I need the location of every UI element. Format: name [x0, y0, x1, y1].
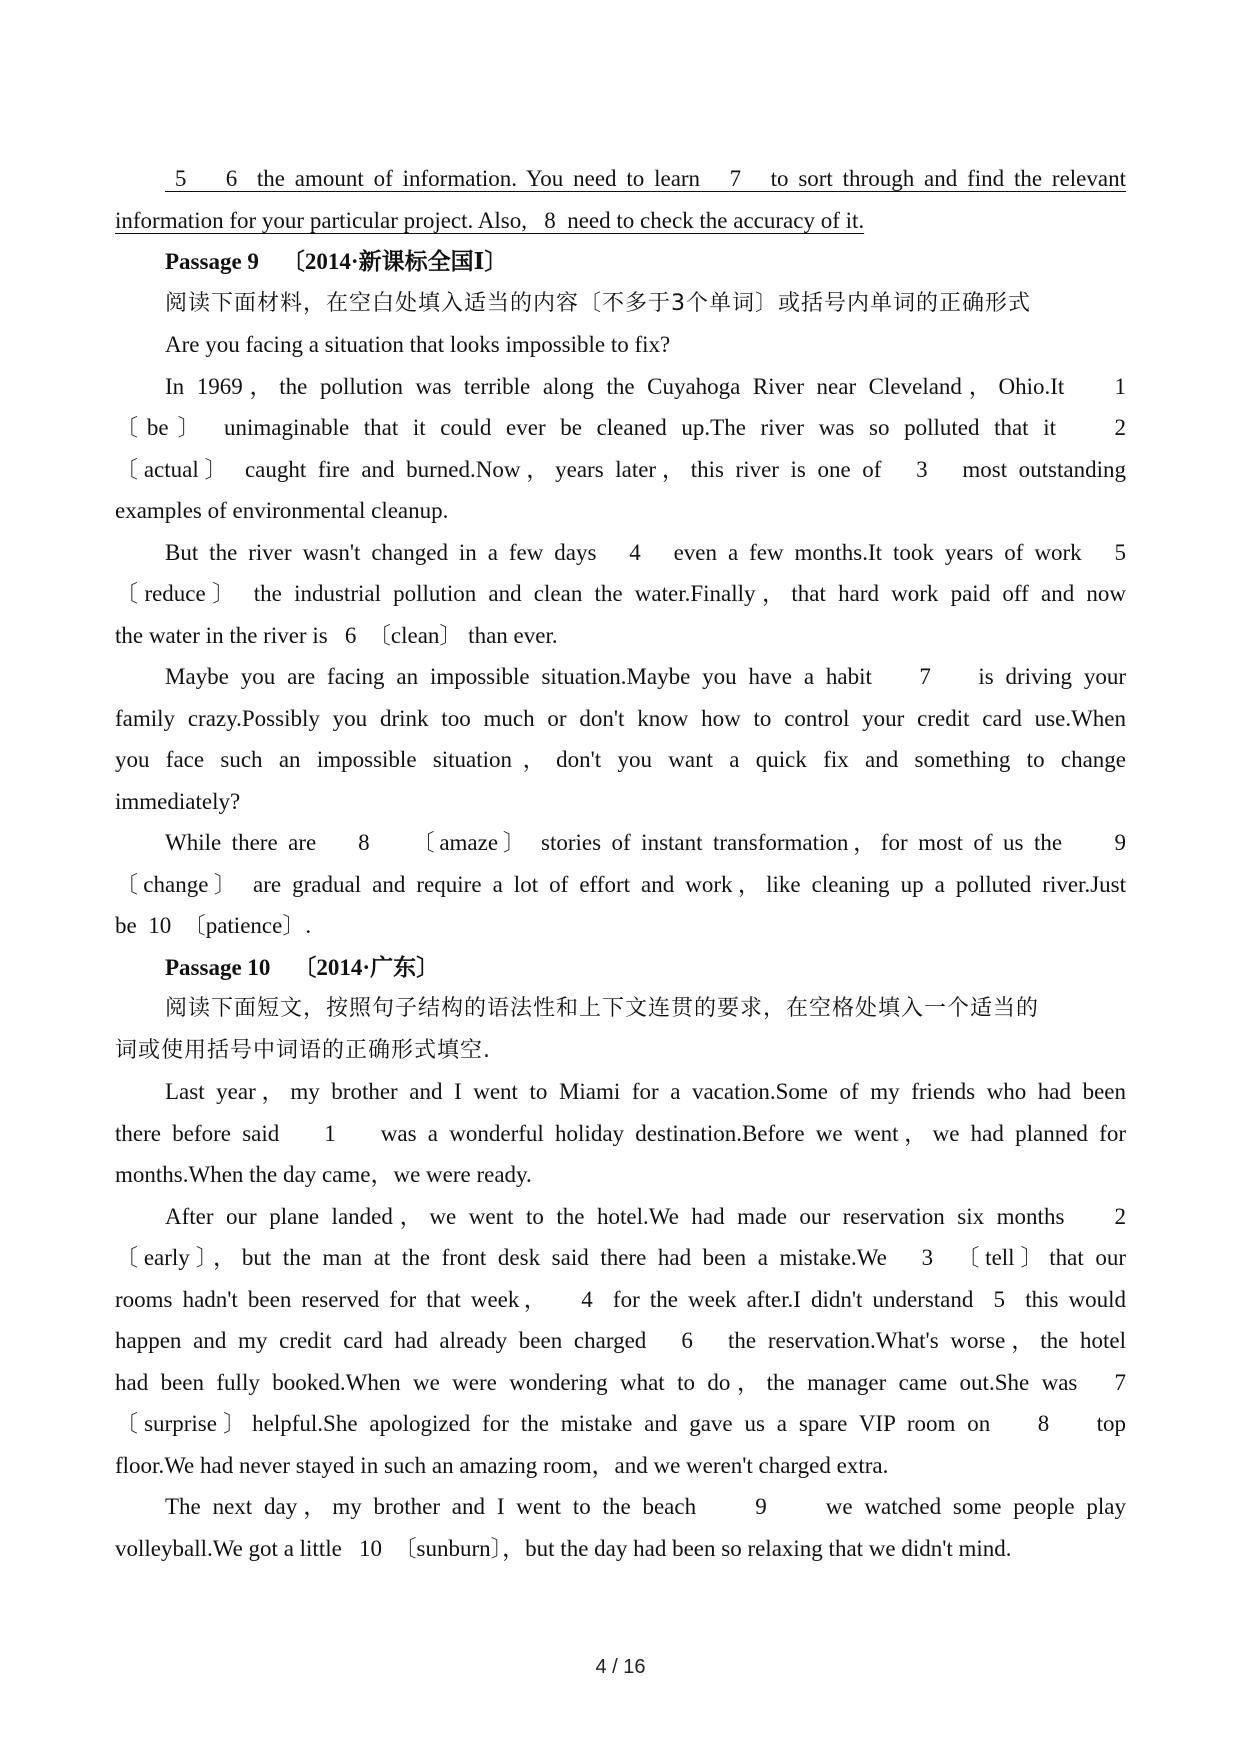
text-line: be 10 〔patience〕.: [115, 913, 312, 938]
text-line: floor.We had never stayed in such an amazing room，and we weren't charged extra.: [115, 1452, 889, 1478]
text-line: examples of environmental cleanup.: [115, 498, 449, 523]
instruction-line: 词或使用括号中词语的正确形式填空.: [115, 1037, 491, 1063]
text-line: In 1969，the pollution was terrible along the Cuyahoga River near Cleveland，Ohio.It 1: [165, 373, 1126, 399]
text-line: 〔surprise〕helpful.She apologized for the mistake and gave us a spare VIP room on 8 top: [115, 1411, 1126, 1436]
text-line: information for your particular project. Also, 8 need to check the accuracy of it.: [115, 207, 865, 233]
text-line: 〔change〕 are gradual and require a lot of effort and work，like cleaning up a polluted river.Just: [115, 871, 1126, 897]
text-line: months.When the day came，we were ready.: [115, 1162, 532, 1187]
text-line: Last year，my brother and I went to Miami for a vacation.Some of my friends who had been: [165, 1079, 1126, 1104]
text-line: immediately?: [115, 788, 241, 814]
text-line: 〔early〕，but the man at the front desk said there had been a mistake.We 3 〔tell〕that our: [115, 1245, 1126, 1270]
text-line: 〔be〕 unimaginable that it could ever be cleaned up.The river was so polluted that it 2: [115, 415, 1126, 440]
text-line: happen and my credit card had already been charged 6 the reservation.What's worse，the hotel: [115, 1328, 1126, 1353]
text-line: you face such an impossible situation，don't you want a quick fix and something to change: [115, 747, 1126, 772]
text-line: had been fully booked.When we were wondering what to do，the manager came out.She was 7: [115, 1369, 1126, 1395]
text-line: family crazy.Possibly you drink too much or don't know how to control your credit card use.When: [115, 705, 1126, 731]
text-line: While there are 8 〔amaze〕 stories of instant transformation，for most of us the 9: [165, 830, 1126, 855]
page-number: 4 / 16: [595, 1656, 646, 1678]
text-line: 〔actual〕 caught fire and burned.Now，years later，this river is one of 3 most outstanding: [115, 456, 1126, 482]
document-body: [115, 158, 1126, 1569]
passage-heading: Passage 10 〔2014·广东〕: [165, 954, 440, 980]
text-line: Maybe you are facing an impossible situation.Maybe you have a habit 7 is driving your: [165, 664, 1126, 689]
text-line: But the river wasn't changed in a few days 4 even a few months.It took years of work 5: [165, 539, 1126, 565]
text-line: After our plane landed，we went to the hotel.We had made our reservation six months 2: [165, 1203, 1126, 1229]
text-line: the water in the river is 6 〔clean〕 than ever.: [115, 622, 558, 648]
text-line: The next day，my brother and I went to the beach 9 we watched some people play: [165, 1494, 1126, 1519]
text-line: volleyball.We got a little 10 〔sunburn〕，but the day had been so relaxing that we didn't mind.: [115, 1535, 1012, 1561]
passage-heading: Passage 9 〔2014·新课标全国Ⅰ〕: [165, 249, 508, 274]
text-line: rooms hadn't been reserved for that week， 4 for the week after.I didn't understand 5 this would: [115, 1286, 1126, 1312]
instruction-line: 阅读下面材料，在空白处填入适当的内容〔不多于3个单词〕或括号内单词的正确形式: [165, 290, 1031, 316]
text-line: Are you facing a situation that looks impossible to fix?: [165, 332, 671, 357]
text-line: 5 6 the amount of information. You need to learn 7 to sort through and find the relevant: [165, 166, 1126, 191]
instruction-line: 阅读下面短文，按照句子结构的语法性和上下文连贯的要求，在空格处填入一个适当的: [165, 996, 1040, 1021]
text-line: 〔reduce〕 the industrial pollution and clean the water.Finally，that hard work paid off and now: [115, 581, 1126, 606]
text-line: there before said 1 was a wonderful holiday destination.Before we went，we had planned for: [115, 1120, 1126, 1146]
